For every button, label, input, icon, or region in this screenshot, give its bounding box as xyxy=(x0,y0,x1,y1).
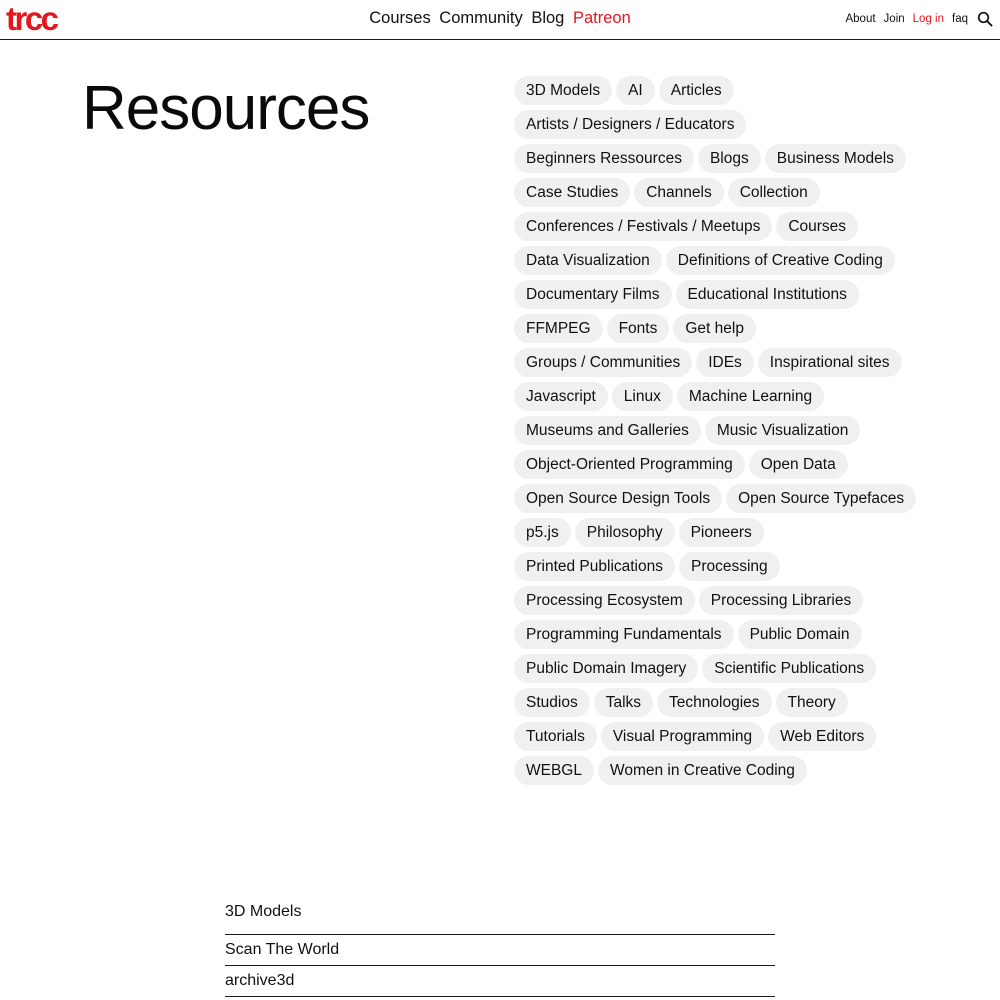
tag-fonts[interactable]: Fonts xyxy=(607,314,670,343)
tag-educational-institutions[interactable]: Educational Institutions xyxy=(676,280,859,309)
nav-faq[interactable]: faq xyxy=(952,13,968,25)
tag-machine-learning[interactable]: Machine Learning xyxy=(677,382,824,411)
tag-public-domain[interactable]: Public Domain xyxy=(738,620,862,649)
tag-studios[interactable]: Studios xyxy=(514,688,590,717)
tag-get-help[interactable]: Get help xyxy=(673,314,756,343)
tag-talks[interactable]: Talks xyxy=(594,688,653,717)
tag-public-domain-imagery[interactable]: Public Domain Imagery xyxy=(514,654,698,683)
tag-conferences-festivals-meetups[interactable]: Conferences / Festivals / Meetups xyxy=(514,212,772,241)
tag-museums-and-galleries[interactable]: Museums and Galleries xyxy=(514,416,701,445)
tag-linux[interactable]: Linux xyxy=(612,382,673,411)
resource-item[interactable]: archive3d xyxy=(225,966,775,997)
nav-patreon[interactable]: Patreon xyxy=(572,9,631,27)
tag-inspirational-sites[interactable]: Inspirational sites xyxy=(758,348,902,377)
tag-theory[interactable]: Theory xyxy=(776,688,848,717)
site-header xyxy=(0,0,1000,40)
nav-blog[interactable]: Blog xyxy=(531,9,565,27)
nav-login[interactable]: Log in xyxy=(912,13,944,25)
tag-processing[interactable]: Processing xyxy=(679,552,780,581)
tag-ffmpeg[interactable]: FFMPEG xyxy=(514,314,603,343)
tag-web-editors[interactable]: Web Editors xyxy=(768,722,876,751)
tag-printed-publications[interactable]: Printed Publications xyxy=(514,552,675,581)
tag-artists-designers-educators[interactable]: Artists / Designers / Educators xyxy=(514,110,746,139)
tag-data-visualization[interactable]: Data Visualization xyxy=(514,246,662,275)
tag-filter-list xyxy=(514,76,926,785)
tag-processing-ecosystem[interactable]: Processing Ecosystem xyxy=(514,586,695,615)
tag-philosophy[interactable]: Philosophy xyxy=(575,518,675,547)
tag-ai[interactable]: AI xyxy=(616,76,655,105)
tag-object-oriented-programming[interactable]: Object-Oriented Programming xyxy=(514,450,745,479)
tag-visual-programming[interactable]: Visual Programming xyxy=(601,722,764,751)
nav-about[interactable]: About xyxy=(845,13,876,25)
tag-p5-js[interactable]: p5.js xyxy=(514,518,571,547)
tag-pioneers[interactable]: Pioneers xyxy=(679,518,764,547)
page-title: Resources xyxy=(82,74,370,143)
search-icon[interactable] xyxy=(977,11,993,27)
resource-section xyxy=(225,900,775,997)
tag-open-source-design-tools[interactable]: Open Source Design Tools xyxy=(514,484,722,513)
tag-technologies[interactable]: Technologies xyxy=(657,688,771,717)
tag-business-models[interactable]: Business Models xyxy=(765,144,906,173)
tag-tutorials[interactable]: Tutorials xyxy=(514,722,597,751)
tag-channels[interactable]: Channels xyxy=(634,178,724,207)
nav-courses[interactable]: Courses xyxy=(369,9,431,27)
tag-collection[interactable]: Collection xyxy=(728,178,820,207)
tag-3d-models[interactable]: 3D Models xyxy=(514,76,612,105)
tag-case-studies[interactable]: Case Studies xyxy=(514,178,630,207)
tag-open-source-typefaces[interactable]: Open Source Typefaces xyxy=(726,484,916,513)
tag-webgl[interactable]: WEBGL xyxy=(514,756,594,785)
tag-programming-fundamentals[interactable]: Programming Fundamentals xyxy=(514,620,734,649)
tag-women-in-creative-coding[interactable]: Women in Creative Coding xyxy=(598,756,807,785)
nav-community[interactable]: Community xyxy=(439,9,523,27)
tag-definitions-of-creative-coding[interactable]: Definitions of Creative Coding xyxy=(666,246,895,275)
tag-open-data[interactable]: Open Data xyxy=(749,450,848,479)
nav-join[interactable]: Join xyxy=(883,13,905,25)
tag-ides[interactable]: IDEs xyxy=(696,348,754,377)
tag-groups-communities[interactable]: Groups / Communities xyxy=(514,348,692,377)
tag-courses[interactable]: Courses xyxy=(776,212,858,241)
tag-articles[interactable]: Articles xyxy=(659,76,734,105)
tag-documentary-films[interactable]: Documentary Films xyxy=(514,280,672,309)
resource-item[interactable]: Scan The World xyxy=(225,935,775,966)
tag-music-visualization[interactable]: Music Visualization xyxy=(705,416,861,445)
tag-javascript[interactable]: Javascript xyxy=(514,382,608,411)
tag-scientific-publications[interactable]: Scientific Publications xyxy=(702,654,876,683)
utility-nav xyxy=(837,11,993,27)
site-logo[interactable]: trcc xyxy=(6,0,57,37)
tag-blogs[interactable]: Blogs xyxy=(698,144,761,173)
tag-processing-libraries[interactable]: Processing Libraries xyxy=(699,586,863,615)
section-heading: 3D Models xyxy=(225,900,775,935)
tag-beginners-ressources[interactable]: Beginners Ressources xyxy=(514,144,694,173)
